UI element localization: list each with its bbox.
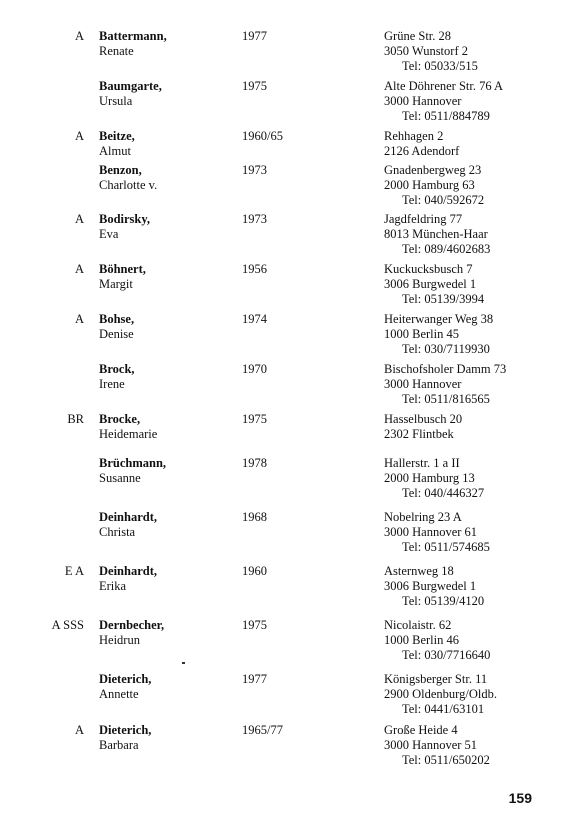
member-firstname: Ursula (99, 94, 133, 108)
member-address (384, 79, 569, 124)
membership-code: A (74, 29, 84, 43)
member-name (99, 510, 239, 540)
member-firstname: Susanne (99, 471, 141, 485)
member-firstname: Almut (99, 144, 131, 158)
address-street: Gnadenbergweg 23 (384, 163, 482, 177)
address-phone: Tel: 030/7119930 (402, 342, 490, 356)
member-name (99, 564, 239, 594)
address-phone: Tel: 05139/3994 (402, 292, 485, 306)
address-city: 3000 Hannover (384, 377, 462, 391)
address-phone: Tel: 0511/884789 (402, 109, 490, 123)
member-surname: Benzon, (99, 163, 142, 177)
member-year: 1977 (242, 672, 267, 686)
member-surname: Böhnert, (99, 262, 146, 276)
address-city: 2900 Oldenburg/Oldb. (384, 687, 497, 701)
address-phone: Tel: 089/4602683 (402, 242, 491, 256)
member-year: 1975 (242, 79, 267, 93)
member-firstname: Eva (99, 227, 119, 241)
print-speck (182, 662, 185, 664)
address-street: Jagdfeldring 77 (384, 212, 463, 226)
member-surname: Baumgarte, (99, 79, 162, 93)
member-year: 1960 (242, 564, 267, 578)
address-street: Grüne Str. 28 (384, 29, 452, 43)
member-firstname: Denise (99, 327, 134, 341)
membership-code: A (74, 262, 84, 276)
address-phone: Tel: 040/446327 (402, 486, 485, 500)
member-address (384, 723, 569, 768)
address-street: Hallerstr. 1 a II (384, 456, 460, 470)
member-surname: Deinhardt, (99, 510, 157, 524)
member-name (99, 456, 239, 486)
address-city: 3000 Hannover (384, 94, 462, 108)
address-city: 1000 Berlin 46 (384, 633, 459, 647)
member-address (384, 510, 569, 555)
member-year: 1975 (242, 618, 267, 632)
address-street: Rehhagen 2 (384, 129, 444, 143)
address-city: 8013 München-Haar (384, 227, 488, 241)
member-firstname: Barbara (99, 738, 139, 752)
membership-code: A (74, 723, 84, 737)
member-surname: Dernbecher, (99, 618, 165, 632)
member-address (384, 312, 569, 357)
address-city: 2000 Hamburg 13 (384, 471, 475, 485)
member-year: 1978 (242, 456, 267, 470)
member-firstname: Erika (99, 579, 127, 593)
member-name (99, 262, 239, 292)
member-surname: Beitze, (99, 129, 135, 143)
address-phone: Tel: 05139/4120 (402, 594, 485, 608)
member-name (99, 672, 239, 702)
address-phone: Tel: 030/7716640 (402, 648, 491, 662)
membership-code: BR (67, 412, 84, 426)
member-year: 1970 (242, 362, 267, 376)
member-surname: Battermann, (99, 29, 167, 43)
member-name (99, 212, 239, 242)
membership-code: E A (64, 564, 84, 578)
address-city: 1000 Berlin 45 (384, 327, 459, 341)
member-address (384, 129, 569, 159)
member-surname: Brock, (99, 362, 135, 376)
address-street: Kuckucksbusch 7 (384, 262, 473, 276)
address-street: Asternweg 18 (384, 564, 454, 578)
membership-code: A (74, 212, 84, 226)
member-address (384, 29, 569, 74)
address-phone: Tel: 040/592672 (402, 193, 485, 207)
member-firstname: Heidrun (99, 633, 140, 647)
member-year: 1956 (242, 262, 267, 276)
address-phone: Tel: 0511/650202 (402, 753, 490, 767)
member-name (99, 723, 239, 753)
member-name (99, 312, 239, 342)
member-address (384, 362, 569, 407)
member-firstname: Annette (99, 687, 139, 701)
address-city: 3050 Wunstorf 2 (384, 44, 468, 58)
address-street: Königsberger Str. 11 (384, 672, 488, 686)
member-year: 1973 (242, 163, 267, 177)
membership-code: A SSS (51, 618, 84, 632)
member-surname: Dieterich, (99, 723, 152, 737)
address-street: Hasselbusch 20 (384, 412, 463, 426)
address-city: 3006 Burgwedel 1 (384, 579, 477, 593)
member-firstname: Charlotte v. (99, 178, 158, 192)
member-address (384, 618, 569, 663)
member-firstname: Heidemarie (99, 427, 158, 441)
address-phone: Tel: 0441/63101 (402, 702, 485, 716)
address-street: Heiterwanger Weg 38 (384, 312, 494, 326)
member-address (384, 672, 569, 717)
address-street: Nobelring 23 A (384, 510, 462, 524)
member-name (99, 362, 239, 392)
member-address (384, 212, 569, 257)
member-year: 1977 (242, 29, 267, 43)
member-year: 1974 (242, 312, 267, 326)
address-street: Große Heide 4 (384, 723, 458, 737)
member-address (384, 564, 569, 609)
address-city: 2302 Flintbek (384, 427, 454, 441)
member-name (99, 79, 239, 109)
address-city: 3000 Hannover 61 (384, 525, 478, 539)
member-year: 1960/65 (242, 129, 283, 143)
member-year: 1968 (242, 510, 267, 524)
member-surname: Deinhardt, (99, 564, 157, 578)
member-firstname: Irene (99, 377, 125, 391)
member-address (384, 163, 569, 208)
address-city: 2000 Hamburg 63 (384, 178, 475, 192)
member-year: 1975 (242, 412, 267, 426)
member-name (99, 29, 239, 59)
address-street: Alte Döhrener Str. 76 A (384, 79, 504, 93)
address-city: 2126 Adendorf (384, 144, 460, 158)
membership-code: A (74, 129, 84, 143)
page-number: 159 (508, 790, 532, 806)
member-address (384, 412, 569, 442)
member-address (384, 456, 569, 501)
member-firstname: Margit (99, 277, 133, 291)
member-surname: Dieterich, (99, 672, 152, 686)
member-address (384, 262, 569, 307)
member-year: 1973 (242, 212, 267, 226)
member-surname: Brüchmann, (99, 456, 167, 470)
address-phone: Tel: 0511/574685 (402, 540, 490, 554)
member-surname: Bodirsky, (99, 212, 151, 226)
member-name (99, 129, 239, 159)
member-year: 1965/77 (242, 723, 283, 737)
member-surname: Brocke, (99, 412, 141, 426)
address-phone: Tel: 05033/515 (402, 59, 478, 73)
address-city: 3000 Hannover 51 (384, 738, 478, 752)
address-street: Bischofsholer Damm 73 (384, 362, 507, 376)
address-city: 3006 Burgwedel 1 (384, 277, 477, 291)
membership-code: A (74, 312, 84, 326)
member-name (99, 163, 239, 193)
member-firstname: Christa (99, 525, 136, 539)
address-phone: Tel: 0511/816565 (402, 392, 490, 406)
member-name (99, 618, 239, 648)
member-name (99, 412, 239, 442)
member-firstname: Renate (99, 44, 134, 58)
member-surname: Bohse, (99, 312, 135, 326)
address-street: Nicolaistr. 62 (384, 618, 452, 632)
